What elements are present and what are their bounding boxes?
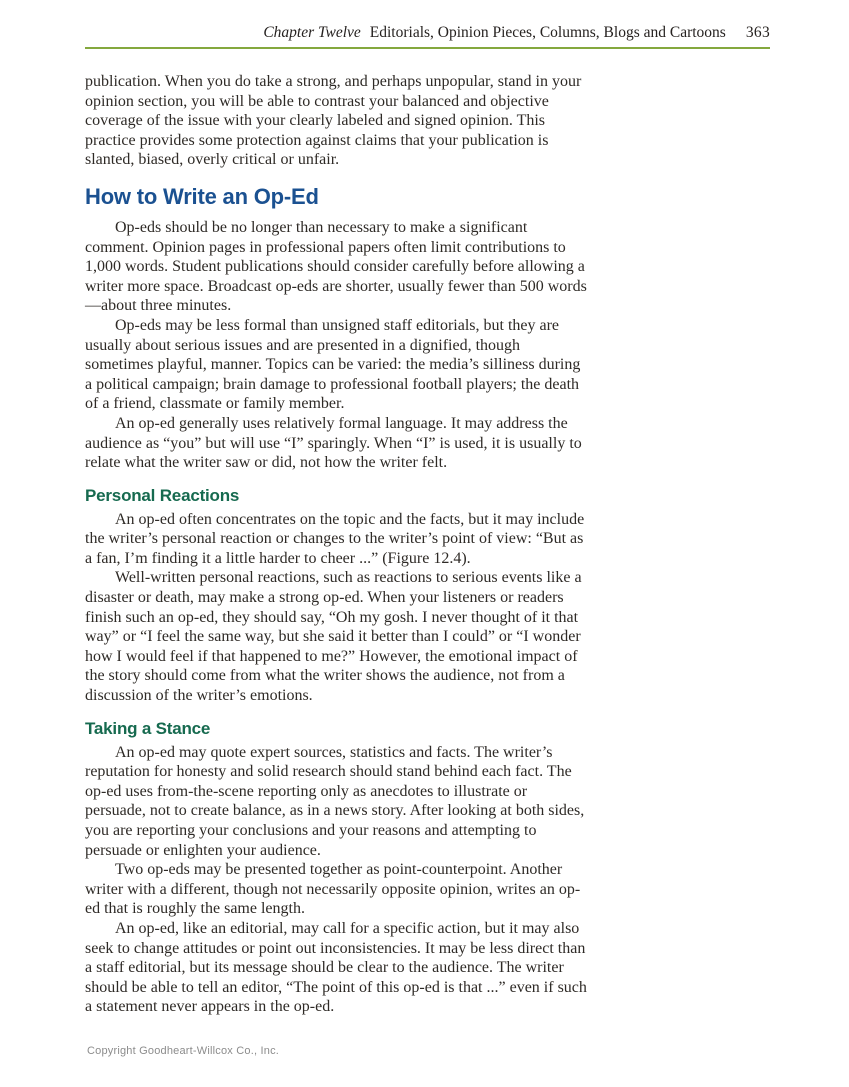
copyright-footer [87,1045,279,1057]
text-column [85,72,590,1017]
chapter-label: Chapter Twelve [263,24,361,41]
section-heading-how-to-write-an-op-ed: How to Write an Op-Ed [85,183,319,209]
body-paragraph: Op-eds may be less formal than unsigned staff editorials, but they are usually about serious issues and are presented in a dignified, though sometimes playful, manner. Topics can be varied: the media’s silliness during a political campaign; brain damage to professional football players; the death of a friend, classmate or family member. [85,316,581,413]
chapter-title: Editorials, Opinion Pieces, Columns, Blogs and Cartoons [369,24,726,41]
body-paragraph: An op-ed often concentrates on the topic and the facts, but it may include the writer’s personal reaction or changes to the writer’s point of view: “But as a fan, I’m finding it a little harder to cheer ...” (Figure 12.4). [85,510,585,567]
continuation-paragraph: publication. When you do take a strong, and perhaps unpopular, stand in your opinion section, you will be able to contrast your balanced and objective coverage of the issue with your clearly labeled and signed opinion. This practice provides some protection against claims that your publication is slanted, biased, overly critical or unfair. [85,73,582,169]
page-number: 363 [745,24,770,41]
copyright-text: Copyright Goodheart-Willcox Co., Inc. [87,1045,280,1057]
body-paragraph: Well-written personal reactions, such as reactions to serious events like a disaster or death, may make a strong op-ed. When your listeners or readers finish such an op-ed, they should say, “Oh my gosh. I never thought of it that way” or “I feel the same way, but she said it better than I could” or “I wonder how I would feel if that happened to me?” However, the emotional impact of the story should come from what the writer shows the audience, not from a discussion of the writer’s emotions. [85,569,582,705]
body-paragraph: An op-ed generally uses relatively formal language. It may address the audience as “you” but will use “I” sparingly. When “I” is used, it is usually to relate what the writer saw or did, not how the writer felt. [85,414,582,472]
body-paragraph: Op-eds should be no longer than necessary to make a significant comment. Opinion pages in professional papers often limit contributions to 1,000 words. Student publications should consider carefully before allowing a writer more space. Broadcast op-eds are shorter, usually fewer than 500 words—about three minutes. [85,218,587,315]
body-paragraph: Two op-eds may be presented together as point-counterpoint. Another writer with a different, though not necessarily opposite opinion, writes an op-ed that is roughly the same length. [85,861,581,918]
body-paragraph: An op-ed may quote expert sources, statistics and facts. The writer’s reputation for honesty and solid research should stand behind each fact. The op-ed uses from-the-scene reporting only as anecdotes to illustrate or persuade, not to create balance, as in a news story. After looking at both sides, you are reporting your conclusions and your reasons and attempting to persuade or enlighten your audience. [85,743,585,859]
body-paragraph: An op-ed, like an editorial, may call for a specific action, but it may also seek to change attitudes or point out inconsistencies. It may be less direct than a staff editorial, but its message should be clear to the audience. The writer should be able to tell an editor, “The point of this op-ed is that ...” even if such a statement never appears in the op-ed. [85,919,587,1016]
running-header [85,24,770,49]
subsection-heading-taking-a-stance: Taking a Stance [85,718,211,738]
subsection-heading-personal-reactions: Personal Reactions [85,485,240,505]
